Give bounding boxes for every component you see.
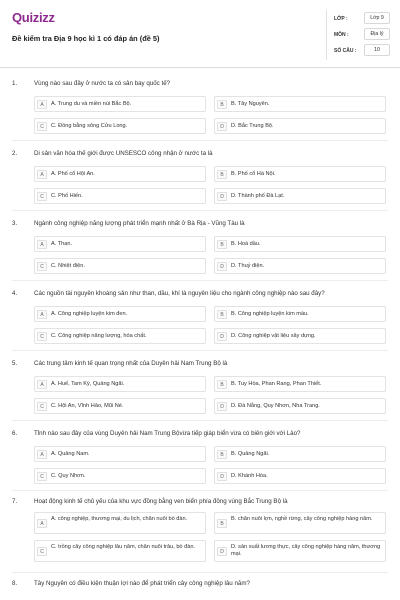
option-letter: C xyxy=(37,402,47,411)
option-letter: A xyxy=(37,170,47,179)
option-b[interactable] xyxy=(214,512,386,534)
question-number: 2. xyxy=(12,150,18,157)
option-b[interactable] xyxy=(214,236,386,252)
option-c[interactable] xyxy=(34,188,206,204)
option-letter: C xyxy=(37,547,47,556)
option-letter: A xyxy=(37,519,47,528)
meta-class-row xyxy=(334,12,394,26)
option-letter: C xyxy=(37,262,47,271)
option-text: C. Đồng bằng sông Cửu Long. xyxy=(51,123,128,129)
option-d[interactable] xyxy=(214,398,386,414)
option-c[interactable] xyxy=(34,468,206,484)
option-text: A. công nghiệp, thương mại, du lịch, chăn nuôi bò đàn. xyxy=(51,516,188,522)
question-text: Các nguồn tài nguyên khoáng sản như than, dầu, khí là nguyên liệu cho ngành công nghiệp nào sau đây? xyxy=(34,290,325,297)
question-text: Hoạt động kinh tế chủ yếu của khu vực đồng bằng ven biển phía đông vùng Bắc Trung Bộ là xyxy=(34,498,288,505)
option-text: C. Hội An, Vĩnh Hảo, Mũi Né. xyxy=(51,403,124,409)
option-text: D. sản xuất lương thực, cây công nghiệp hàng năm, thương mại. xyxy=(231,544,381,557)
option-text: B. chăn nuôi lợn, nghề rừng, cây công nghiệp hàng năm. xyxy=(231,516,373,522)
option-text: B. Phố cổ Hà Nội. xyxy=(231,171,276,177)
option-letter: A xyxy=(37,310,47,319)
option-letter: A xyxy=(37,240,47,249)
option-b[interactable] xyxy=(214,446,386,462)
option-letter: D xyxy=(217,547,227,556)
question-divider xyxy=(12,140,388,141)
option-a[interactable] xyxy=(34,512,206,534)
option-letter: B xyxy=(217,240,227,249)
meta-class-label: LỚP : xyxy=(334,16,348,22)
question-number: 8. xyxy=(12,580,18,587)
meta-count-row xyxy=(334,44,394,58)
meta-class-value: Lớp 9 xyxy=(364,12,390,24)
option-letter: C xyxy=(37,472,47,481)
option-letter: A xyxy=(37,100,47,109)
option-c[interactable] xyxy=(34,398,206,414)
question-text: Tây Nguyên có điều kiện thuận lợi nào để phát triển cây công nghiệp lâu năm? xyxy=(34,580,250,587)
question-text: Các trung tâm kinh tế quan trọng nhất của Duyên hải Nam Trung Bộ là xyxy=(34,360,228,367)
question-divider xyxy=(12,572,388,573)
option-a[interactable] xyxy=(34,306,206,322)
option-text: C. Phố Hiến. xyxy=(51,193,83,199)
option-c[interactable] xyxy=(34,118,206,134)
meta-subject-label: MÔN : xyxy=(334,32,349,38)
question-divider xyxy=(12,420,388,421)
option-letter: A xyxy=(37,450,47,459)
option-letter: B xyxy=(217,450,227,459)
option-c[interactable] xyxy=(34,540,206,562)
question-number: 1. xyxy=(12,80,18,87)
question-number: 6. xyxy=(12,430,18,437)
option-a[interactable] xyxy=(34,236,206,252)
question-divider xyxy=(12,280,388,281)
option-text: A. Quảng Nam. xyxy=(51,451,90,457)
option-letter: D xyxy=(217,472,227,481)
option-letter: B xyxy=(217,310,227,319)
option-c[interactable] xyxy=(34,328,206,344)
option-text: C. Công nghiệp năng lượng, hóa chất. xyxy=(51,333,147,339)
option-text: B. Tây Nguyên. xyxy=(231,101,270,107)
option-text: D. Đà Nẵng, Quy Nhơn, Nha Trang. xyxy=(231,403,320,409)
option-text: C. Nhiệt điện. xyxy=(51,263,85,269)
option-text: B. Tuy Hòa, Phan Rang, Phan Thiết. xyxy=(231,381,322,387)
option-letter: B xyxy=(217,170,227,179)
question-text: Di sản văn hóa thế giới được UNSESCO công nhận ở nước ta là xyxy=(34,150,213,157)
option-text: D. Khánh Hòa. xyxy=(231,473,268,479)
question-divider xyxy=(12,210,388,211)
question-text: Tỉnh nào sau đây của vùng Duyên hải Nam Trung Bộvừa tiếp giáp biển vừa có biên giới với Lào? xyxy=(34,430,301,437)
option-text: D. Bắc Trung Bộ. xyxy=(231,123,274,129)
option-letter: C xyxy=(37,122,47,131)
quizizz-logo: Quizizz xyxy=(12,10,55,25)
option-b[interactable] xyxy=(214,166,386,182)
option-text: C. Quy Nhơn. xyxy=(51,473,86,479)
option-d[interactable] xyxy=(214,188,386,204)
option-d[interactable] xyxy=(214,468,386,484)
option-letter: C xyxy=(37,332,47,341)
option-d[interactable] xyxy=(214,540,386,562)
option-text: A. Than. xyxy=(51,241,73,247)
option-letter: D xyxy=(217,262,227,271)
option-text: D. Thành phố Đà Lạt. xyxy=(231,193,285,199)
option-text: C. trồng cây công nghiệp lâu năm, chăn nuôi trâu, bò đàn. xyxy=(51,544,195,550)
worksheet-header xyxy=(0,0,400,68)
option-a[interactable] xyxy=(34,376,206,392)
option-text: B. Công nghiệp luyện kim màu. xyxy=(231,311,309,317)
question-text: Vùng nào sau đây ở nước ta có sân bay quốc tế? xyxy=(34,80,171,87)
option-text: A. Công nghiệp luyện kim đen. xyxy=(51,311,128,317)
question-number: 7. xyxy=(12,498,18,505)
question-divider xyxy=(12,350,388,351)
option-letter: D xyxy=(217,332,227,341)
option-text: B. Quảng Ngãi. xyxy=(231,451,270,457)
option-text: D. Thuỷ điện. xyxy=(231,263,265,269)
option-text: B. Hoá dầu. xyxy=(231,241,261,247)
meta-subject-row xyxy=(334,28,394,42)
question-number: 5. xyxy=(12,360,18,367)
option-a[interactable] xyxy=(34,166,206,182)
option-d[interactable] xyxy=(214,328,386,344)
option-d[interactable] xyxy=(214,118,386,134)
option-letter: B xyxy=(217,100,227,109)
option-letter: A xyxy=(37,380,47,389)
option-b[interactable] xyxy=(214,306,386,322)
option-text: A. Trung du và miền núi Bắc Bộ. xyxy=(51,101,132,107)
header-divider xyxy=(326,10,327,60)
option-text: A. Huế, Tam Kỳ, Quảng Ngãi. xyxy=(51,381,125,387)
option-letter: D xyxy=(217,402,227,411)
option-text: D. Công nghiệp vật liệu xây dựng. xyxy=(231,333,316,339)
option-letter: D xyxy=(217,122,227,131)
worksheet-title: Đề kiểm tra Địa 9 học kì 1 có đáp án (đề 5) xyxy=(12,34,160,43)
meta-count-value: 10 xyxy=(364,44,390,56)
option-a[interactable] xyxy=(34,96,206,112)
option-a[interactable] xyxy=(34,446,206,462)
option-letter: C xyxy=(37,192,47,201)
option-text: A. Phố cổ Hội An. xyxy=(51,171,95,177)
question-text: Ngành công nghiệp năng lượng phát triển mạnh nhất ở Bà Rịa - Vũng Tàu là xyxy=(34,220,245,227)
option-letter: B xyxy=(217,380,227,389)
option-letter: B xyxy=(217,519,227,528)
option-b[interactable] xyxy=(214,376,386,392)
question-divider xyxy=(12,490,388,491)
option-b[interactable] xyxy=(214,96,386,112)
meta-subject-value: Địa lý xyxy=(364,28,390,40)
option-letter: D xyxy=(217,192,227,201)
question-number: 4. xyxy=(12,290,18,297)
option-d[interactable] xyxy=(214,258,386,274)
question-number: 3. xyxy=(12,220,18,227)
option-c[interactable] xyxy=(34,258,206,274)
meta-count-label: SỐ CÂU : xyxy=(334,48,357,54)
